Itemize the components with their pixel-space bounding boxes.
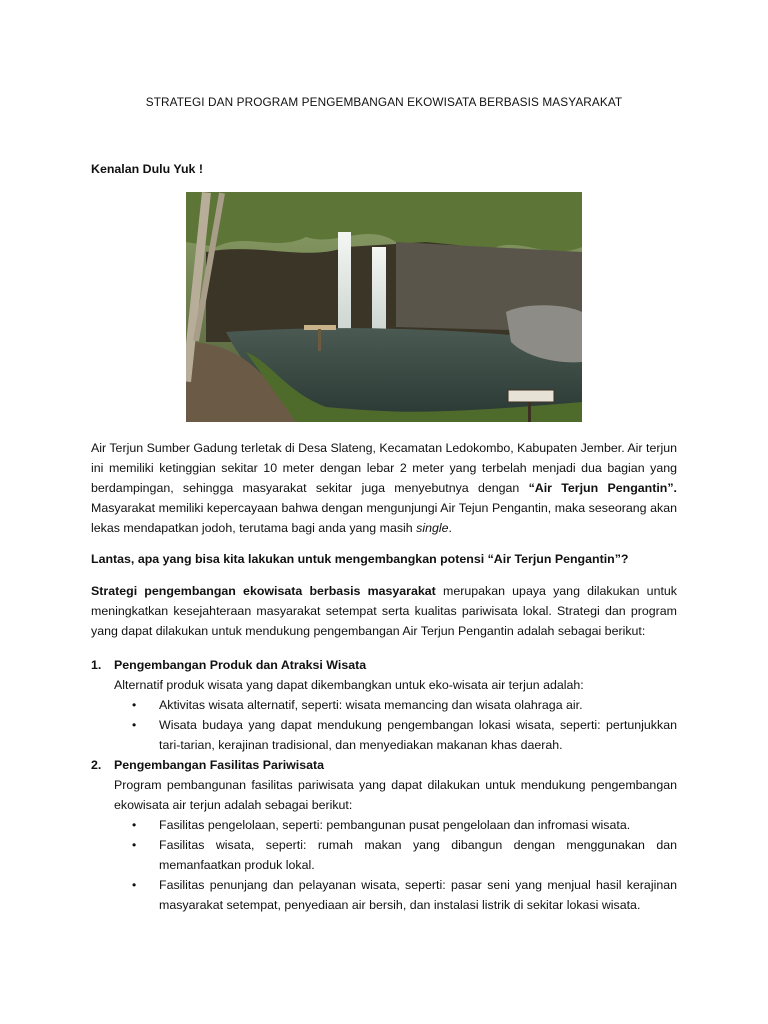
section-subheading: Kenalan Dulu Yuk ! — [91, 162, 203, 176]
item-description: Program pembangunan fasilitas pariwisata yang dapat dilakukan untuk mendukung pengembangan ekowisata air terjun adalah sebagai berikut: — [114, 778, 677, 812]
item-description: Alternatif produk wisata yang dapat dikembangkan untuk eko-wisata air terjun adalah: — [114, 678, 584, 692]
strategy-text: merupakan upaya yang dilakukan untuk meningkatkan kesejahteraan masyarakat setempat serta kualitas pariwisata lokal. Strategi dan program yang dapat dilakukan untuk mendukung pengembangan Air Terjun Pengantin adalah sebagai berikut: — [91, 584, 677, 638]
intro-text-1: Air Terjun Sumber Gadung terletak di Desa Slateng, Kecamatan Ledokombo, Kabupaten Jember. Air terjun ini memiliki ketinggian sekitar 10 meter dengan lebar 2 meter yang terbelah menjadi dua bagian yang berdampingan, sehingga masyarakat sekitar juga menyebutnya dengan — [91, 441, 677, 495]
intro-end: . — [448, 521, 452, 535]
question-paragraph: Lantas, apa yang bisa kita lakukan untuk mengembangkan potensi “Air Terjun Pengantin”? — [91, 552, 629, 566]
bullet-icon: • — [132, 698, 137, 712]
bullet-text: Wisata budaya yang dapat mendukung pengembangan lokasi wisata, seperti: pertunjukkan tari-tarian, kerajinan tradisional, dan menyediakan makanan khas daerah. — [159, 718, 677, 752]
bullet-item — [114, 695, 677, 715]
list-item — [91, 755, 677, 915]
intro-bold-name: “Air Terjun Pengantin”. — [528, 481, 678, 495]
waterfall-photo — [186, 192, 582, 422]
item-title: Pengembangan Produk dan Atraksi Wisata — [114, 658, 367, 672]
bullet-icon: • — [132, 838, 137, 852]
strategy-paragraph — [91, 581, 677, 641]
shelter-post — [318, 329, 321, 351]
waterfall-left — [338, 232, 351, 340]
bullet-icon: • — [132, 818, 137, 832]
bullet-item — [114, 815, 677, 835]
bullet-text: Fasilitas pengelolaan, seperti: pembangunan pusat pengelolaan dan infromasi wisata. — [159, 818, 631, 832]
bullet-text: Aktivitas wisata alternatif, seperti: wisata memancing dan wisata olahraga air. — [159, 698, 583, 712]
bullet-icon: • — [132, 718, 137, 732]
list-item — [91, 655, 677, 755]
bullet-text: Fasilitas wisata, seperti: rumah makan yang dibangun dengan menggunakan dan memanfaatkan produk lokal. — [159, 838, 677, 872]
bullet-icon: • — [132, 878, 137, 892]
strategy-bold: Strategi pengembangan ekowisata berbasis masyarakat — [91, 584, 436, 598]
sign-board — [508, 390, 554, 402]
intro-text-2: Masyarakat memiliki kepercayaan bahwa dengan mengunjungi Air Tejun Pengantin, maka seseorang akan lekas mendapatkan jodoh, terutama bagi anda yang masih — [91, 501, 677, 535]
intro-italic-word: single — [416, 521, 449, 535]
bullet-item — [114, 835, 677, 875]
strategy-list — [91, 655, 677, 915]
item-title: Pengembangan Fasilitas Pariwisata — [114, 758, 325, 772]
intro-paragraph — [91, 438, 677, 538]
bullet-list — [114, 695, 677, 755]
waterfall-right — [372, 247, 386, 340]
bullet-text: Fasilitas penunjang dan pelayanan wisata, seperti: pasar seni yang menjual hasil kerajinan masyarakat setempat, penyediaan air bersih, dan instalasi listrik di sekitar lokasi wisata. — [159, 878, 677, 912]
bullet-list — [114, 815, 677, 915]
bullet-item — [114, 715, 677, 755]
bullet-item — [114, 875, 677, 915]
item-number: 1. — [91, 658, 102, 672]
item-number: 2. — [91, 758, 102, 772]
document-title: STRATEGI DAN PROGRAM PENGEMBANGAN EKOWISATA BERBASIS MASYARAKAT — [145, 95, 623, 109]
